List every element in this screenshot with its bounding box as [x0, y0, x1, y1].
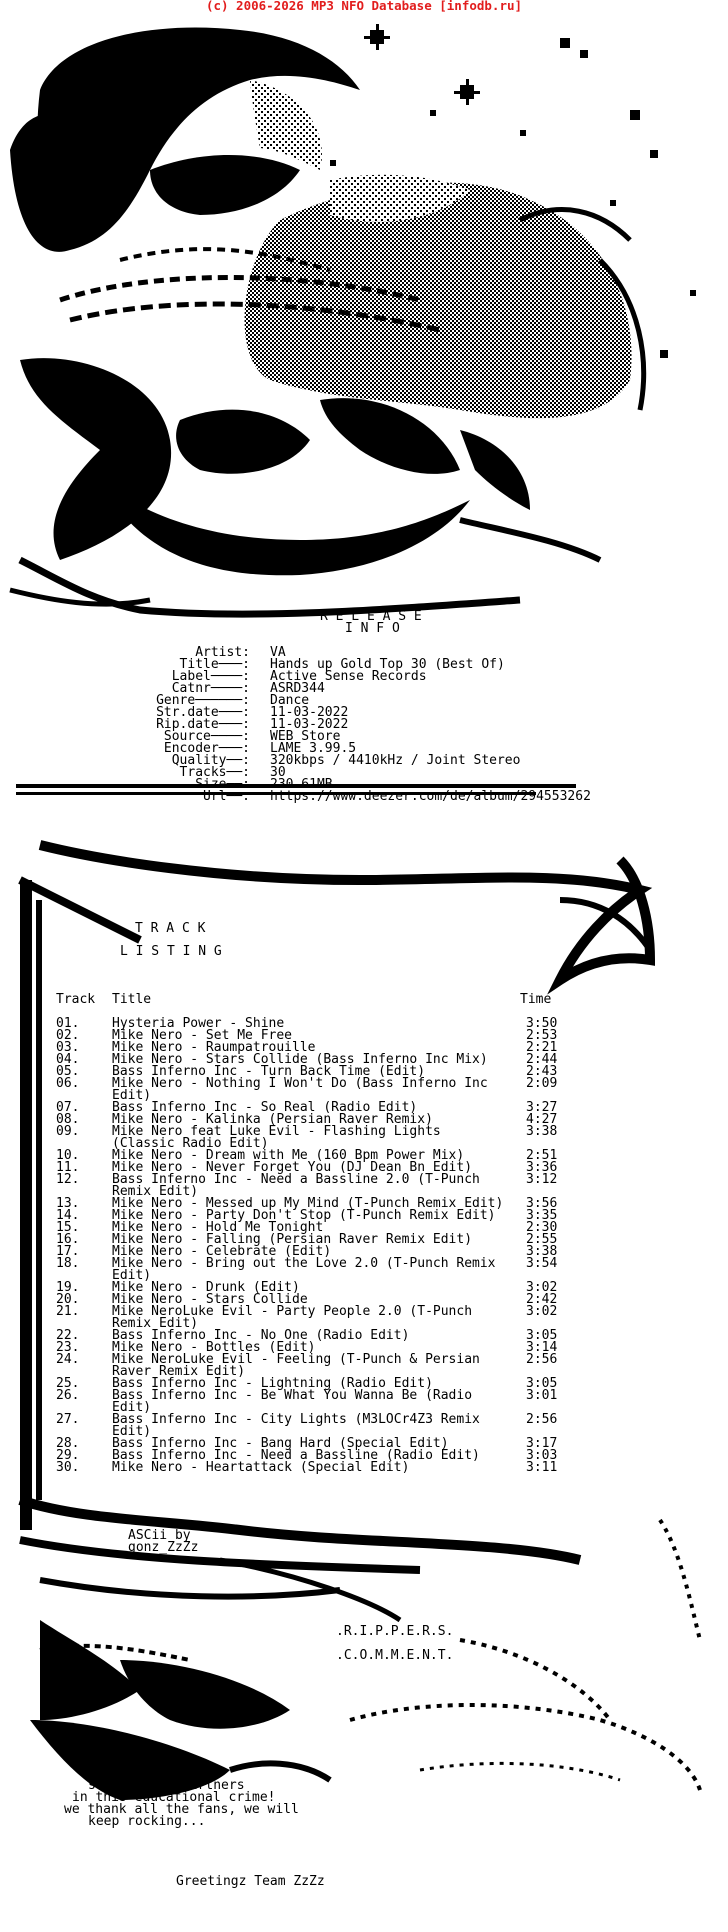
track-time: 3:11	[526, 1460, 558, 1475]
ascii-credit-line1: ASCii by	[128, 1528, 191, 1543]
track-title: Bass Inferno Inc - Bang Hard (Special Edit)	[112, 1436, 449, 1451]
release-fields	[0, 647, 728, 807]
track-number: 24.	[56, 1352, 80, 1367]
track-list	[56, 1018, 676, 1508]
track-number: 07.	[56, 1100, 80, 1115]
track-row	[56, 1306, 676, 1330]
track-number: 09.	[56, 1124, 80, 1139]
track-number: 28.	[56, 1436, 80, 1451]
track-row	[56, 1174, 676, 1198]
release-field-value: 11-03-2022	[270, 717, 349, 732]
track-title: Hysteria Power - Shine	[112, 1016, 285, 1031]
release-field-label: Url──:	[203, 789, 250, 804]
track-title: Edit)	[112, 1268, 152, 1283]
track-number: 12.	[56, 1172, 80, 1187]
release-field-label: Catnr────:	[171, 681, 250, 696]
track-title: Mike Nero - Never Forget You (DJ Dean Bn Edit)	[112, 1160, 473, 1175]
ascii-credit-line2: gonz_ZzZz	[128, 1540, 199, 1555]
track-title: (Classic Radio Edit)	[112, 1136, 269, 1151]
track-time: 2:09	[526, 1076, 558, 1091]
release-field-value: 11-03-2022	[270, 705, 349, 720]
track-number: 21.	[56, 1304, 80, 1319]
release-field-label: Quality──:	[171, 753, 250, 768]
release-field-label: Source────:	[163, 729, 250, 744]
track-title: Edit)	[112, 1424, 152, 1439]
release-field-value: Hands up Gold Top 30 (Best Of)	[270, 657, 505, 672]
track-title: Mike Nero - Stars Collide	[112, 1292, 308, 1307]
comment-line-1: TEAM ZzZz	[112, 1766, 183, 1781]
track-time: 3:38	[526, 1244, 558, 1259]
track-time: 3:02	[526, 1304, 558, 1319]
comment-line-4: we thank all the fans, we will	[64, 1802, 299, 1817]
track-time: 3:36	[526, 1160, 558, 1175]
release-field-label: Genre──────:	[156, 693, 250, 708]
comment-line-3: in this educational crime!	[72, 1790, 276, 1805]
track-title: Bass Inferno Inc - Be What You Wanna Be (Radio	[112, 1388, 473, 1403]
col-header-title: Title	[112, 992, 152, 1007]
track-title: Mike Nero - Drunk (Edit)	[112, 1280, 300, 1295]
track-title: Mike Nero - Nothing I Won't Do (Bass Inferno Inc	[112, 1076, 488, 1091]
track-time: 2:44	[526, 1052, 558, 1067]
track-time: 3:01	[526, 1388, 558, 1403]
track-title: Mike Nero - Falling (Persian Raver Remix Edit)	[112, 1232, 473, 1247]
track-number: 08.	[56, 1112, 80, 1127]
track-title: Mike Nero - Party Don't Stop (T-Punch Remix Edit)	[112, 1208, 496, 1223]
track-number: 04.	[56, 1052, 80, 1067]
track-title: Raver Remix Edit)	[112, 1364, 246, 1379]
track-number: 26.	[56, 1388, 80, 1403]
track-time: 4:27	[526, 1112, 558, 1127]
track-title: Mike NeroLuke Evil - Party People 2.0 (T-Punch	[112, 1304, 473, 1319]
track-number: 01.	[56, 1016, 80, 1031]
release-field-value: VA	[270, 645, 286, 660]
track-number: 05.	[56, 1064, 80, 1079]
track-time: 3:17	[526, 1436, 558, 1451]
track-number: 25.	[56, 1376, 80, 1391]
track-row	[56, 1390, 676, 1414]
track-row	[56, 1258, 676, 1282]
track-time: 2:55	[526, 1232, 558, 1247]
track-time: 3:54	[526, 1256, 558, 1271]
track-time: 3:05	[526, 1328, 558, 1343]
track-time: 3:38	[526, 1124, 558, 1139]
track-number: 11.	[56, 1160, 80, 1175]
track-number: 10.	[56, 1148, 80, 1163]
greeting: Greetingz Team ZzZz	[176, 1874, 325, 1889]
track-time: 2:53	[526, 1028, 558, 1043]
track-title: Mike Nero feat Luke Evil - Flashing Lights	[112, 1124, 441, 1139]
track-title: Mike Nero - Dream with Me (160 Bpm Power Mix)	[112, 1148, 465, 1163]
release-heading: R E L E A S E	[320, 609, 422, 624]
release-field-value: WEB Store	[270, 729, 341, 744]
col-header-time: Time	[520, 992, 552, 1007]
track-title: Mike Nero - Hold Me Tonight	[112, 1220, 324, 1235]
track-number: 19.	[56, 1280, 80, 1295]
track-title: Bass Inferno Inc - Turn Back Time (Edit)	[112, 1064, 426, 1079]
track-title: Edit)	[112, 1088, 152, 1103]
track-time: 3:27	[526, 1100, 558, 1115]
track-number: 29.	[56, 1448, 80, 1463]
track-title: Edit)	[112, 1400, 152, 1415]
track-title: Mike Nero - Stars Collide (Bass Inferno Inc Mix)	[112, 1052, 488, 1067]
comment-line-5: keep rocking...	[88, 1814, 206, 1829]
track-time: 3:50	[526, 1016, 558, 1031]
track-time: 3:35	[526, 1208, 558, 1223]
track-time: 2:56	[526, 1412, 558, 1427]
track-time: 2:30	[526, 1220, 558, 1235]
track-title: Bass Inferno Inc - No One (Radio Edit)	[112, 1328, 410, 1343]
track-number: 23.	[56, 1340, 80, 1355]
release-field-value: 30	[270, 765, 286, 780]
comment-heading: .C.O.M.M.E.N.T.	[336, 1648, 454, 1663]
release-field-label: Size──:	[195, 777, 250, 792]
release-field-value: ASRD344	[270, 681, 325, 696]
track-time: 3:12	[526, 1172, 558, 1187]
track-title: Bass Inferno Inc - Need a Bassline (Radio Edit)	[112, 1448, 480, 1463]
track-number: 13.	[56, 1196, 80, 1211]
track-number: 22.	[56, 1328, 80, 1343]
track-row	[56, 1354, 676, 1378]
col-header-track: Track	[56, 992, 96, 1007]
track-number: 16.	[56, 1232, 80, 1247]
release-field-label: Artist:	[195, 645, 250, 660]
release-field-value: Active Sense Records	[270, 669, 427, 684]
track-title: Mike Nero - Messed up My Mind (T-Punch Remix Edit)	[112, 1196, 504, 1211]
track-title: Mike NeroLuke Evil - Feeling (T-Punch & Persian	[112, 1352, 480, 1367]
release-field-label: Title───:	[179, 657, 250, 672]
track-number: 02.	[56, 1028, 80, 1043]
track-time: 3:02	[526, 1280, 558, 1295]
release-field-value: Dance	[270, 693, 310, 708]
track-time: 2:56	[526, 1352, 558, 1367]
track-title: Mike Nero - Heartattack (Special Edit)	[112, 1460, 410, 1475]
track-number: 14.	[56, 1208, 80, 1223]
track-time: 3:03	[526, 1448, 558, 1463]
release-field-label: Str.date───:	[156, 705, 250, 720]
track-title: Mike Nero - Kalinka (Persian Raver Remix)	[112, 1112, 433, 1127]
track-number: 15.	[56, 1220, 80, 1235]
track-number: 18.	[56, 1256, 80, 1271]
track-number: 06.	[56, 1076, 80, 1091]
track-row	[56, 1078, 676, 1102]
release-field-label: Label────:	[171, 669, 250, 684]
track-title: Mike Nero - Set Me Free	[112, 1028, 293, 1043]
comment-line-2: salutes all partners	[88, 1778, 245, 1793]
track-time: 3:05	[526, 1376, 558, 1391]
track-title: Bass Inferno Inc - Lightning (Radio Edit)	[112, 1376, 433, 1391]
track-title: Bass Inferno Inc - So Real (Radio Edit)	[112, 1100, 418, 1115]
release-field-label: Tracks──:	[179, 765, 250, 780]
track-title: Mike Nero - Celebrate (Edit)	[112, 1244, 332, 1259]
release-field-value: LAME 3.99.5	[270, 741, 357, 756]
track-time: 3:14	[526, 1340, 558, 1355]
track-time: 2:51	[526, 1148, 558, 1163]
track-row	[56, 1462, 676, 1474]
site-header: (c) 2006-2026 MP3 NFO Database [infodb.ru]	[205, 0, 523, 13]
track-row	[56, 1414, 676, 1438]
track-title: Remix Edit)	[112, 1184, 199, 1199]
track-row	[56, 1126, 676, 1150]
release-field-value: https://www.deezer.com/de/album/294553262	[270, 789, 591, 804]
release-field-value: 320kbps / 4410kHz / Joint Stereo	[270, 753, 521, 768]
release-field-label: Rip.date───:	[156, 717, 250, 732]
track-time: 2:43	[526, 1064, 558, 1079]
track-title: Remix Edit)	[112, 1316, 199, 1331]
track-title: Mike Nero - Raumpatrouille	[112, 1040, 316, 1055]
art-top-figure	[10, 24, 696, 614]
track-number: 20.	[56, 1292, 80, 1307]
track-title: Mike Nero - Bring out the Love 2.0 (T-Punch Remix	[112, 1256, 496, 1271]
track-title: Mike Nero - Bottles (Edit)	[112, 1340, 316, 1355]
track-number: 03.	[56, 1040, 80, 1055]
release-subheading: I N F O	[345, 621, 400, 636]
release-field-label: Encoder───:	[163, 741, 250, 756]
tracklist-heading: T R A C K	[135, 921, 206, 936]
track-title: Bass Inferno Inc - Need a Bassline 2.0 (T-Punch	[112, 1172, 480, 1187]
track-number: 17.	[56, 1244, 80, 1259]
track-time: 2:42	[526, 1292, 558, 1307]
rippers-heading: .R.I.P.P.E.R.S.	[336, 1624, 454, 1639]
release-field-value: 230.61MB	[270, 777, 333, 792]
track-time: 3:56	[526, 1196, 558, 1211]
track-title: Bass Inferno Inc - City Lights (M3LOCr4Z3 Remix	[112, 1412, 480, 1427]
track-number: 30.	[56, 1460, 80, 1475]
track-number: 27.	[56, 1412, 80, 1427]
tracklist-subheading: L I S T I N G	[120, 944, 222, 959]
track-time: 2:21	[526, 1040, 558, 1055]
